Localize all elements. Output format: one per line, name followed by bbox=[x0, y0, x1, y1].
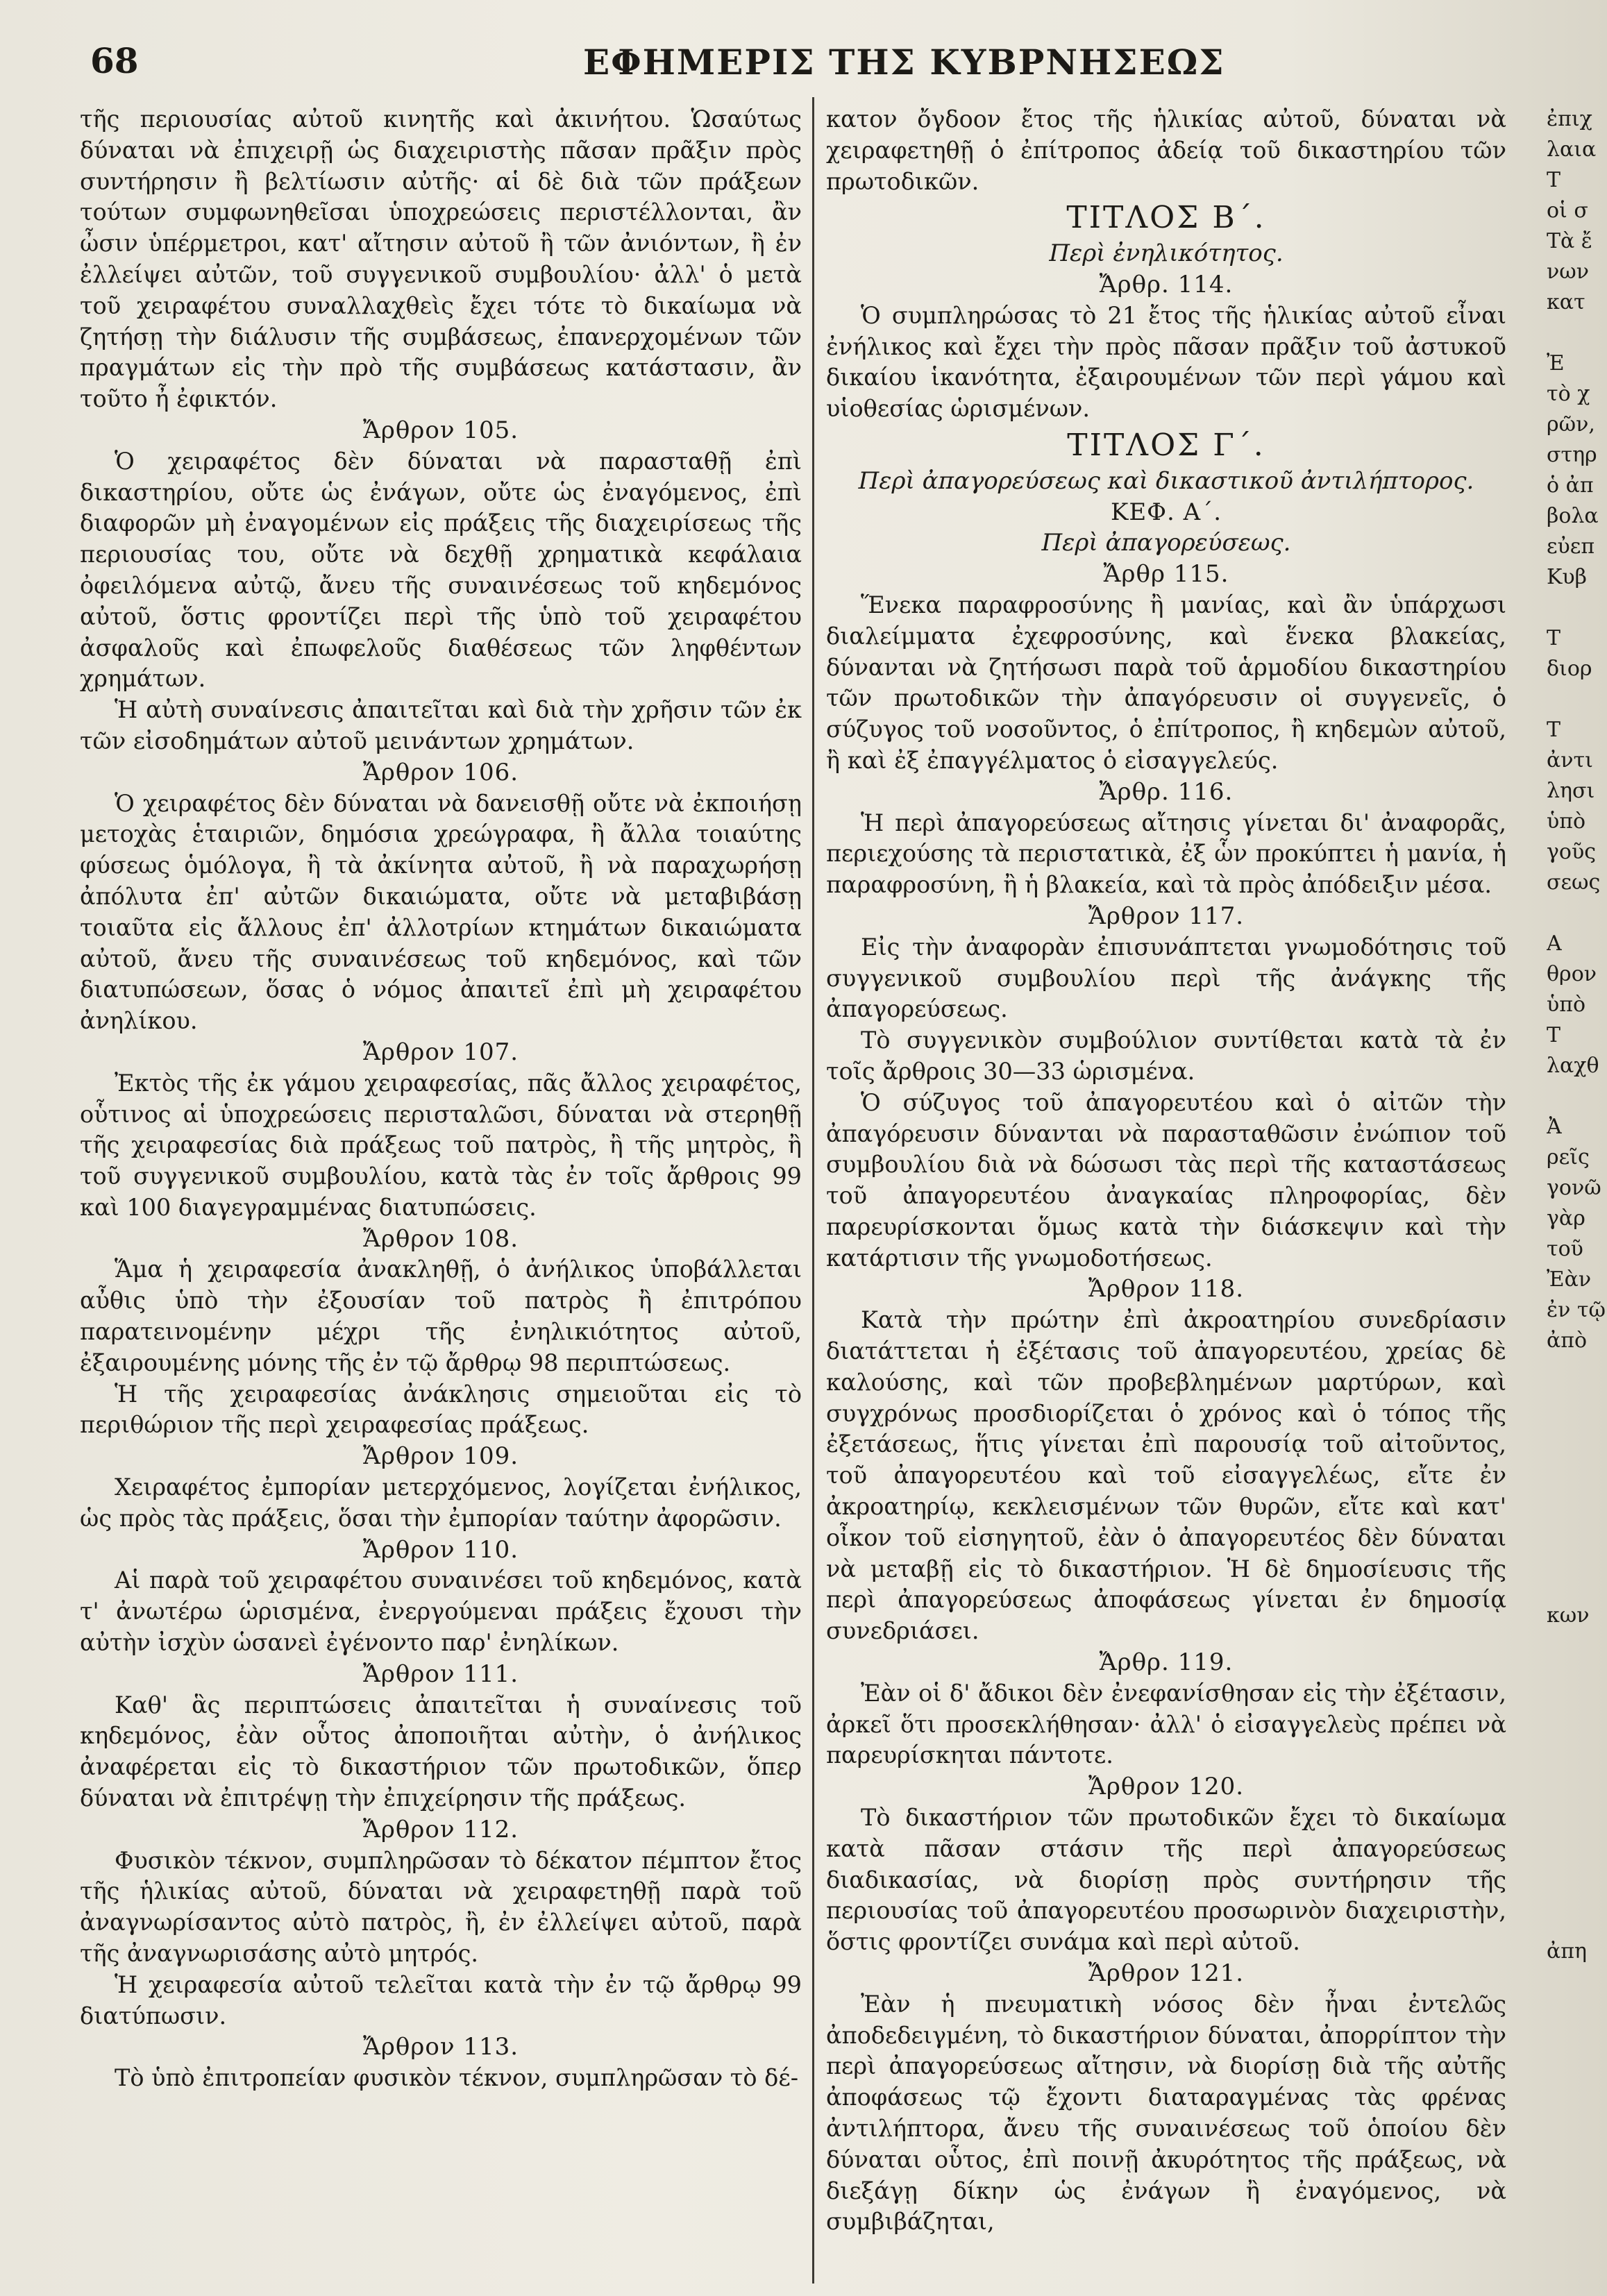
edge-fragment: γοῦς bbox=[1547, 840, 1597, 864]
edge-fragment: ρεῖς bbox=[1547, 1145, 1590, 1170]
next-page-edge-column bbox=[1547, 104, 1607, 2270]
edge-fragment bbox=[1547, 684, 1607, 715]
edge-fragment: ἐπιχ bbox=[1547, 107, 1592, 131]
paragraph-117: Εἰς τὴν ἀναφορὰν ἐπισυνάπτεται γνωμοδότησις τοῦ συγγενικοῦ συμβουλίου περὶ τῆς ἀνάγκης τῆς ἀπαγορεύσεως. bbox=[826, 933, 1506, 1023]
page-number: 68 bbox=[90, 40, 139, 81]
chapter-subtitle: Περὶ ἀπαγορεύσεως. bbox=[1041, 529, 1291, 557]
edge-fragment: Ἀ bbox=[1547, 1115, 1562, 1139]
edge-fragment: διορ bbox=[1547, 657, 1592, 681]
article-heading-106: Ἄρθρον 106. bbox=[362, 758, 519, 786]
article-heading-108: Ἄρθρον 108. bbox=[362, 1224, 519, 1253]
article-heading-107: Ἄρθρον 107. bbox=[362, 1038, 519, 1066]
article-heading-105: Ἄρθρον 105. bbox=[362, 416, 519, 444]
edge-fragment bbox=[1547, 1387, 1607, 1417]
edge-fragment: κων bbox=[1547, 1603, 1590, 1628]
column-divider bbox=[812, 97, 814, 2284]
article-heading-114: Ἄρθρ. 114. bbox=[1099, 270, 1234, 298]
edge-fragment: βολα bbox=[1547, 504, 1599, 528]
article-heading-109: Ἄρθρον 109. bbox=[362, 1442, 519, 1471]
page-header bbox=[83, 33, 1492, 89]
title-g-heading: ΤΙΤΛΟΣ Γ΄. bbox=[1067, 427, 1265, 463]
edge-fragment: Τ bbox=[1547, 718, 1561, 742]
paragraph-107: Ἐκτὸς τῆς ἐκ γάμου χειραφεσίας, πᾶς ἄλλος χειραφέτος, οὗτινος αἱ ὑποχρεώσεις περισταλῶσι, δύναται νὰ στερηθῇ τῆς χειραφεσίας διὰ πράξεως τοῦ πατρὸς, ἢ τῆς μητρὸς, ἢ τοῦ συγγενικοῦ συμβουλίου, κατὰ τὰς ἐν τοῖς ἄρθροις 99 καὶ 100 διαγεγραμμένας διατυπώσεις. bbox=[80, 1069, 802, 1221]
paragraph-112b: Ἡ χειραφεσία αὐτοῦ τελεῖται κατὰ τὴν ἐν τῷ ἄρθρῳ 99 διατύπωσιν. bbox=[80, 1970, 802, 2029]
journal-title: ΕΦΗΜΕΡΙΣ ΤΗΣ ΚΥΒΡΝΗΣΕΩΣ bbox=[583, 42, 1225, 83]
edge-fragment bbox=[1547, 1570, 1607, 1601]
edge-fragment: Ἐὰν bbox=[1547, 1267, 1592, 1292]
edge-fragment: Τ bbox=[1547, 626, 1561, 650]
article-heading-118: Ἄρθρον 118. bbox=[1088, 1275, 1245, 1303]
edge-fragment: Κυβ bbox=[1547, 565, 1587, 589]
edge-fragment bbox=[1547, 1631, 1607, 1662]
paragraph-108b: Ἡ τῆς χειραφεσίας ἀνάκλησις σημειοῦται εἰς τὸ περιθώριον τῆς περὶ χειραφεσίας πράξεως. bbox=[80, 1380, 802, 1439]
edge-fragment: στηρ bbox=[1547, 443, 1597, 467]
edge-fragment: ἐν τῷ bbox=[1547, 1298, 1606, 1322]
edge-fragment: Τ bbox=[1547, 1023, 1561, 1047]
paragraph-109: Χειραφέτος ἐμπορίαν μετερχόμενος, λογίζεται ἐνήλικος, ὡς πρὸς τὰς πράξεις, ὅσαι τὴν ἐμπορίαν ταύτην ἀφορῶσιν. bbox=[80, 1474, 802, 1532]
paragraph-108: Ἅμα ἡ χειραφεσία ἀνακληθῇ, ὁ ἀνήλικος ὑποβάλλεται αὖθις ὑπὸ τὴν ἐξουσίαν τοῦ πατρὸς ἢ ἐπιτρόπου παρατεινομένην μέχρι τῆς ἐνηλικιότητος αὐτοῦ, ἐξαιρουμένης μόνης τῆς ἐν τῷ ἄρθρῳ 98 περιπτώσεως. bbox=[80, 1256, 802, 1376]
article-heading-120: Ἄρθρον 120. bbox=[1088, 1773, 1245, 1801]
paragraph-112: Φυσικὸν τέκνον, συμπληρῶσαν τὸ δέκατον πέμπτον ἔτος τῆς ἡλικίας αὐτοῦ, δύναται νὰ χειραφετηθῇ παρὰ τοῦ ἀναγνωρίσαντος αὐτὸ πατρὸς, ἢ, ἐν ἐλλείψει αὐτοῦ, παρὰ τῆς ἀναγνωρισάσης αὐτὸ μητρός. bbox=[80, 1846, 802, 1968]
edge-fragment: Τὰ ἔ bbox=[1547, 229, 1592, 253]
edge-fragment bbox=[1547, 1875, 1607, 1906]
edge-fragment bbox=[1547, 318, 1607, 348]
edge-fragment bbox=[1547, 1539, 1607, 1570]
edge-fragment bbox=[1547, 898, 1607, 929]
paragraph-119: Ἐὰν οἱ δ' ἄδικοι δὲν ἐνεφανίσθησαν εἰς τὴν ἐξέτασιν, ἀρκεῖ ὅτι προσεκλήθησαν· ἀλλ' ὁ εἰσαγγελεὺς πρέπει νὰ παρευρίσκηται πάντοτε. bbox=[826, 1679, 1506, 1769]
edge-fragment bbox=[1547, 1906, 1607, 1936]
title-g-subtitle: Περὶ ἀπαγορεύσεως καὶ δικαστικοῦ ἀντιλήπτορος. bbox=[858, 466, 1474, 495]
edge-fragment: Α bbox=[1547, 931, 1562, 956]
edge-fragment bbox=[1547, 1478, 1607, 1509]
edge-fragment: ὁ ἀπ bbox=[1547, 473, 1594, 498]
article-heading-110: Ἄρθρον 110. bbox=[362, 1535, 519, 1564]
article-heading-121: Ἄρθρον 121. bbox=[1088, 1959, 1245, 1988]
edge-fragment: λαχθ bbox=[1547, 1054, 1599, 1078]
paragraph-111: Καθ' ἃς περιπτώσεις ἀπαιτεῖται ἡ συναίνεσις τοῦ κηδεμόνος, ἐὰν οὗτος ἀποποιῆται αὐτὴν, ὁ ἀνήλικος ἀναφέρεται εἰς τὸ δικαστήριον τῶν πρωτοδικῶν, ὅπερ δύναται νὰ ἐπιτρέψῃ τὴν ἐπιχείρησιν τῆς πράξεως. bbox=[80, 1691, 802, 1812]
paragraph-114: Ὁ συμπληρώσας τὸ 21 ἔτος τῆς ἡλικίας αὐτοῦ εἶναι ἐνήλικος καὶ ἔχει τὴν πρὸς πᾶσαν πρᾶξιν τοῦ ἀστυκοῦ δικαίου ἱκανότητα, ἐξαιρουμένων τῶν περὶ γάμου καὶ υἱοθεσίας ὡρισμένων. bbox=[826, 301, 1506, 423]
title-b-subtitle: Περὶ ἐνηλικότητος. bbox=[1049, 239, 1284, 268]
paragraph-117b: Τὸ συγγενικὸν συμβούλιον συντίθεται κατὰ τὰ ἐν τοῖς ἄρθροις 30—33 ὡρισμένα. bbox=[826, 1027, 1506, 1085]
edge-fragment bbox=[1547, 1845, 1607, 1875]
edge-fragment: Τ bbox=[1547, 168, 1561, 192]
edge-fragment: ἀντι bbox=[1547, 748, 1593, 773]
paragraph-continuation-right: κατον ὄγδοον ἔτος τῆς ἡλικίας αὐτοῦ, δύναται νὰ χειραφετηθῇ ὁ ἐπίτροπος ἀδείᾳ τοῦ δικαστηρίου τῶν πρωτοδικῶν. bbox=[826, 105, 1506, 195]
right-column bbox=[826, 104, 1506, 2270]
edge-fragment bbox=[1547, 593, 1607, 623]
paragraph-117c: Ὁ σύζυγος τοῦ ἀπαγορευτέου καὶ ὁ αἰτῶν τὴν ἀπαγόρευσιν δύνανται νὰ παρασταθῶσιν ἐνώπιον τοῦ συμβουλίου διὰ νὰ δώσωσι τὰς περὶ τῆς καταστάσεως τοῦ ἀπαγορευτέου ἀναγκαίας πληροφορίας, δὲν παρευρίσκονται ὅμως κατὰ τὴν διάσκεψιν καὶ τὴν κατάρτισιν τῆς γνωμοδοτήσεως. bbox=[826, 1088, 1506, 1272]
paragraph-105b: Ἡ αὐτὴ συναίνεσις ἀπαιτεῖται καὶ διὰ τὴν χρῆσιν τῶν ἐκ τῶν εἰσοδημάτων αὐτοῦ μεινάντων χρημάτων. bbox=[80, 696, 802, 754]
paragraph-continuation: τῆς περιουσίας αὐτοῦ κινητῆς καὶ ἀκινήτου. Ὡσαύτως δύναται νὰ ἐπιχειρῇ ὡς διαχειριστὴς πᾶσαν πρᾶξιν πρὸς συντήρησιν ἢ βελτίωσιν αὐτῆς· αἱ δὲ διὰ τῶν πράξεων τούτων συμφωνηθεῖσαι ὑποχρεώσεις περιστέλλονται, ἂν ὦσιν ὑπέρμετροι, κατ' αἴτησιν αὐτοῦ ἢ τῶν ἀνιόντων, ἢ ἐν ἐλλείψει αὐτῶν, τοῦ συγγενικοῦ συμβουλίου· ἀλλ' ὁ μετὰ τοῦ χειραφέτου συναλλαχθεὶς ἔχει τότε τὸ δικαίωμα νὰ ζητήσῃ τὴν διάλυσιν τῆς συμβάσεως, ἐπανερχομένων τῶν πραγμάτων εἰς τὴν πρὸ τῆς συμβάσεως κατάστασιν, ἂν τοῦτο ἦ ἐφικτόν. bbox=[80, 105, 802, 413]
paragraph-115: Ἕνεκα παραφροσύνης ἢ μανίας, καὶ ἂν ὑπάρχωσι διαλείμματα ἐχεφροσύνης, καὶ ἕνεκα βλακείας, δύνανται νὰ ζητήσωσι παρὰ τοῦ ἁρμοδίου δικαστηρίου τῶν πρωτοδικῶν τὴν ἀπαγόρευσιν οἱ συγγενεῖς, ὁ σύζυγος τοῦ νοσοῦντος, ὁ ἐπίτροπος, ἢ κηδεμὼν αὐτοῦ, ἢ καὶ ἐξ ἐπαγγέλματος ὁ εἰσαγγελεύς. bbox=[826, 591, 1506, 774]
edge-fragment: σεως bbox=[1547, 870, 1601, 895]
paragraph-121: Ἐὰν ἡ πνευματικὴ νόσος δὲν ἦναι ἐντελῶς ἀποδεδειγμένη, τὸ δικαστήριον δύναται, ἀπορρίπτον τὴν περὶ ἀπαγορεύσεως αἴτησιν, νὰ διορίσῃ διὰ τῆς αὐτῆς ἀποφάσεως τῷ ἔχοντι διαταραγμένας τὰς φρένας ἀντιλήπτορα, ἄνευ τῆς συναινέσεως τοῦ ὁποίου δὲν δύναται οὗτος, ἐπὶ ποινῇ ἀκυρότητος τῆς πράξεως, νὰ διεξάγῃ δίκην ὡς ἐνάγων ἢ ἐναγόμενος, νὰ συμβιβάζηται, bbox=[826, 1990, 1506, 2236]
paragraph-118: Κατὰ τὴν πρώτην ἐπὶ ἀκροατηρίου συνεδρίασιν διατάττεται ἡ ἐξέτασις τοῦ ἀπαγορευτέου, χρείας δὲ καλούσης, καὶ τῶν προβεβλημένων μαρτύρων, καὶ συγχρόνως προσδιορίζεται ὁ χρόνος καὶ ὁ τόπος τῆς ἐξετάσεως, ἥτις γίνεται ἐπὶ παρουσίᾳ τοῦ αἰτοῦντος, τοῦ ἀπαγορευτέου καὶ τοῦ εἰσαγγελέως, εἴτε ἐν ἀκροατηρίῳ, κεκλεισμένων τῶν θυρῶν, εἴτε καὶ κατ' οἶκον τοῦ εἰσηγητοῦ, ἐὰν ὁ ἀπαγορευτέος δὲν δύναται νὰ μεταβῇ εἰς τὸ δικαστήριον. Ἡ δὲ δημοσίευσις τῆς περὶ ἀπαγορεύσεως ἀποφάσεως γίνεται ἐν δημοσίᾳ συνεδριάσει. bbox=[826, 1306, 1506, 1645]
edge-fragment: τὸ χ bbox=[1547, 382, 1590, 406]
edge-fragment: ὑπὸ bbox=[1547, 809, 1586, 834]
article-heading-112: Ἄρθρον 112. bbox=[362, 1815, 519, 1843]
edge-fragment: τοῦ bbox=[1547, 1237, 1583, 1261]
article-heading-111: Ἄρθρον 111. bbox=[362, 1660, 519, 1688]
edge-fragment: ρῶν, bbox=[1547, 412, 1595, 437]
edge-fragment bbox=[1547, 1723, 1607, 1753]
edge-fragment: κατ bbox=[1547, 290, 1585, 314]
paragraph-116: Ἡ περὶ ἀπαγορεύσεως αἴτησις γίνεται δι' ἀναφορᾶς, περιεχούσης τὰ περιστατικὰ, ἐξ ὧν προκύπτει ἡ μανία, ἡ παραφροσύνη, ἢ ἡ βλακεία, καὶ τὰ πρὸς ἀπόδειξιν μέσα. bbox=[826, 809, 1506, 899]
article-heading-113: Ἄρθρον 113. bbox=[362, 2033, 519, 2061]
title-b-heading: ΤΙΤΛΟΣ Β΄. bbox=[1066, 200, 1266, 236]
edge-fragment: νων bbox=[1547, 260, 1589, 284]
article-heading-116: Ἄρθρ. 116. bbox=[1099, 777, 1234, 806]
edge-fragment: οἱ σ bbox=[1547, 199, 1588, 223]
edge-fragment: θρον bbox=[1547, 962, 1597, 986]
article-heading-115: Ἄρθρ 115. bbox=[1103, 560, 1229, 589]
edge-fragment: εὐεπ bbox=[1547, 534, 1595, 559]
edge-fragment bbox=[1547, 1814, 1607, 1845]
edge-fragment bbox=[1547, 1662, 1607, 1692]
edge-fragment bbox=[1547, 1081, 1607, 1112]
edge-fragment: λησι bbox=[1547, 779, 1595, 803]
edge-fragment: γονῶ bbox=[1547, 1176, 1601, 1200]
article-heading-117: Ἄρθρον 117. bbox=[1088, 902, 1245, 930]
edge-fragment bbox=[1547, 1784, 1607, 1814]
left-column bbox=[80, 104, 802, 2270]
edge-fragment: λαια bbox=[1547, 137, 1597, 162]
edge-fragment bbox=[1547, 1417, 1607, 1448]
edge-fragment: γὰρ bbox=[1547, 1206, 1585, 1231]
paragraph-113: Τὸ ὑπὸ ἐπιτροπείαν φυσικὸν τέκνον, συμπληρῶσαν τὸ δέ- bbox=[115, 2064, 799, 2092]
paragraph-110: Αἱ παρὰ τοῦ χειραφέτου συναινέσει τοῦ κηδεμόνος, κατὰ τ' ἀνωτέρω ὡρισμένα, ἐνεργούμεναι πράξεις ἔχουσι τὴν αὐτὴν ἰσχὺν ὡσανεὶ ἐγένοντο παρ' ἐνηλίκων. bbox=[80, 1567, 802, 1657]
paragraph-120: Τὸ δικαστήριον τῶν πρωτοδικῶν ἔχει τὸ δικαίωμα κατὰ πᾶσαν στάσιν τῆς περὶ ἀπαγορεύσεως διαδικασίας, νὰ διορίσῃ πρὸς συντήρησιν τῆς περιουσίας τοῦ ἀπαγορευτέου προσωρινὸν διαχειριστὴν, ὅστις φροντίζει συνάμα καὶ περὶ αὐτοῦ. bbox=[826, 1804, 1506, 1956]
paragraph-105: Ὁ χειραφέτος δὲν δύναται νὰ παρασταθῇ ἐπὶ δικαστηρίου, οὔτε ὡς ἐνάγων, οὔτε ὡς ἐναγόμενος, ἐπὶ διαφορῶν μὴ ἐναγομένων εἰς πράξεις τῆς διαχειρίσεως τῆς περιουσίας του, οὔτε νὰ δεχθῇ χρηματικὰ κεφάλαια ὀφειλόμενα αὐτῷ, ἄνευ τῆς συναινέσεως τοῦ κηδεμόνος αὐτοῦ, ὅστις φροντίζει περὶ τῆς ὑπὸ τοῦ χειραφέτου ἀσφαλοῦς καὶ ἐπωφελοῦς διαθέσεως τῶν ληφθέντων χρημάτων. bbox=[80, 447, 802, 693]
paragraph-106: Ὁ χειραφέτος δὲν δύναται νὰ δανεισθῇ οὔτε νὰ ἐκποιήσῃ μετοχὰς ἑταιριῶν, δημόσια χρεώγραφα, ἢ ἄλλα τοιαύτης φύσεως ὁμόλογα, ἢ τὰ ἀκίνητα αὐτοῦ, ἢ νὰ παραχωρήσῃ ἀπόλυτα ἐπ' αὐτῶν δικαιώματα, οὔτε νὰ μεταβιβάσῃ τοιαῦτα εἰς ἄλλους ἐπ' ἀλλοτρίων κτημάτων δικαιώματα αὐτοῦ, ἄνευ τῆς συναινέσεως τοῦ κηδεμόνος, καὶ τῶν διατυπώσεων, ὅσας ὁ νόμος ἀπαιτεῖ ἐπὶ μὴ χειραφέτου ἀνηλίκου. bbox=[80, 789, 802, 1035]
edge-fragment bbox=[1547, 1448, 1607, 1478]
edge-fragment: ὑπὸ bbox=[1547, 993, 1586, 1017]
edge-fragment bbox=[1547, 1692, 1607, 1723]
article-heading-119: Ἄρθρ. 119. bbox=[1099, 1648, 1234, 1677]
edge-fragment bbox=[1547, 1356, 1607, 1387]
edge-fragment: ἀπη bbox=[1547, 1939, 1587, 1964]
edge-fragment bbox=[1547, 1509, 1607, 1539]
edge-fragment bbox=[1547, 1753, 1607, 1784]
chapter-heading: ΚΕΦ. Α΄. bbox=[1110, 498, 1222, 526]
edge-fragment: ἀπὸ bbox=[1547, 1328, 1588, 1353]
edge-fragment: Ἐ bbox=[1547, 351, 1565, 375]
